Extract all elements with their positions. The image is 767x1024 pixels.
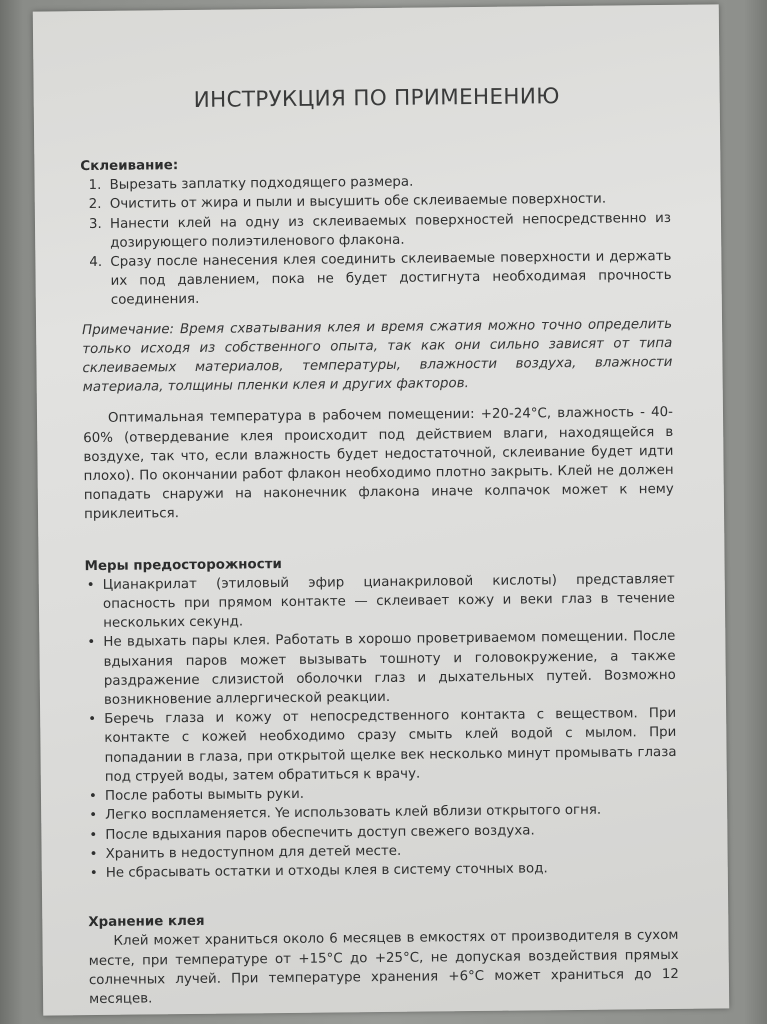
instruction-sheet [33, 4, 729, 1015]
gluing-step: 2. Очистить от жира и пыли и высушить обе склеиваемые поверхности. [106, 189, 671, 214]
precaution-item: • Цианакрилат (этиловый эфир цианакриловой кислоты) представляет опасность при прямом контакте — склеивает кожу и веки глаз в течение нескольких секунд. [103, 570, 676, 634]
document-body [80, 151, 679, 1009]
storage-heading: Хранение клея [88, 913, 205, 931]
gluing-step: 1. Вырезать заплатку подходящего размера. [105, 170, 670, 195]
precautions-heading: Меры предосторожности [84, 556, 282, 574]
gluing-step: 4. Сразу после нанесения клея соединить склеиваемые поверхности и держать их под давлением, пока не будет достигнута необходимая прочность соединения. [106, 247, 672, 311]
gluing-steps-list [80, 170, 671, 311]
gluing-heading: Склеивание: [80, 158, 179, 175]
precaution-item: • Хранить в недоступном для детей месте. [105, 839, 677, 864]
precaution-item: • После работы вымыть руки. [105, 781, 677, 806]
precaution-item: • Беречь глаза и кожу от непосредственного контакта с веществом. При контакте с кожей необходимо сразу смыть клей водой с мылом. При попадании в глаза, при открытой щелке век несколько минут промывать глаза под струей воды, затем обратиться к врачу. [104, 704, 677, 787]
conditions-paragraph: Оптимальная температура в рабочем помещении: +20-24°С, влажность - 40-60% (отвердевание клея происходит под действием влаги, находящейся в воздухе, так что, если влажность будет недостаточной, склеивание будет идти плохо). По окончании работ флакон необходимо плотно закрыть. Клей не должен попадать снаружи на наконечник флакона иначе колпачок может к нему приклеиться. [83, 405, 674, 523]
precautions-list [85, 570, 678, 883]
gluing-step: 3. Нанести клей на одну из склеиваемых поверхностей непосредственно из дозирующего полиэтиленового флакона. [106, 209, 671, 253]
document-title: ИНСТРУКЦИЯ ПО ПРИМЕНЕНИЮ [193, 84, 560, 113]
note-paragraph: Примечание: Время схватывания клея и время сжатия можно точно определить только исходя из собственного опыта, так как они сильно зависят от типа склеиваемых материалов, температуры, влажности воздуха, влажности материала, толщины пленки клея и других факторов. [82, 316, 673, 396]
precaution-item: • Не сбрасывать остатки и отходы клея в систему сточных вод. [106, 858, 678, 883]
storage-paragraph: Клей может храниться около 6 месяцев в емкостях от производителя в сухом месте, при температуре от +15°С до +25°С, не допуская воздействия прямых солнечных лучей. При температуре хранения +6°С может храниться до 12 месяцев. [88, 928, 679, 1008]
precaution-item: • Не вдыхать пары клея. Работать в хорошо проветриваемом помещении. После вдыхания паров может вызывать тошноту и головокружение, а также раздражение слизистой оболочки глаз и дыхательных путей. Возможно возникновение аллергической реакции. [103, 627, 676, 710]
precaution-item: • После вдыхания паров обеспечить доступ свежего воздуха. [105, 819, 677, 844]
precaution-item: • Легко воспламеняется. Ye использовать клей вблизи открытого огня. [105, 800, 677, 825]
